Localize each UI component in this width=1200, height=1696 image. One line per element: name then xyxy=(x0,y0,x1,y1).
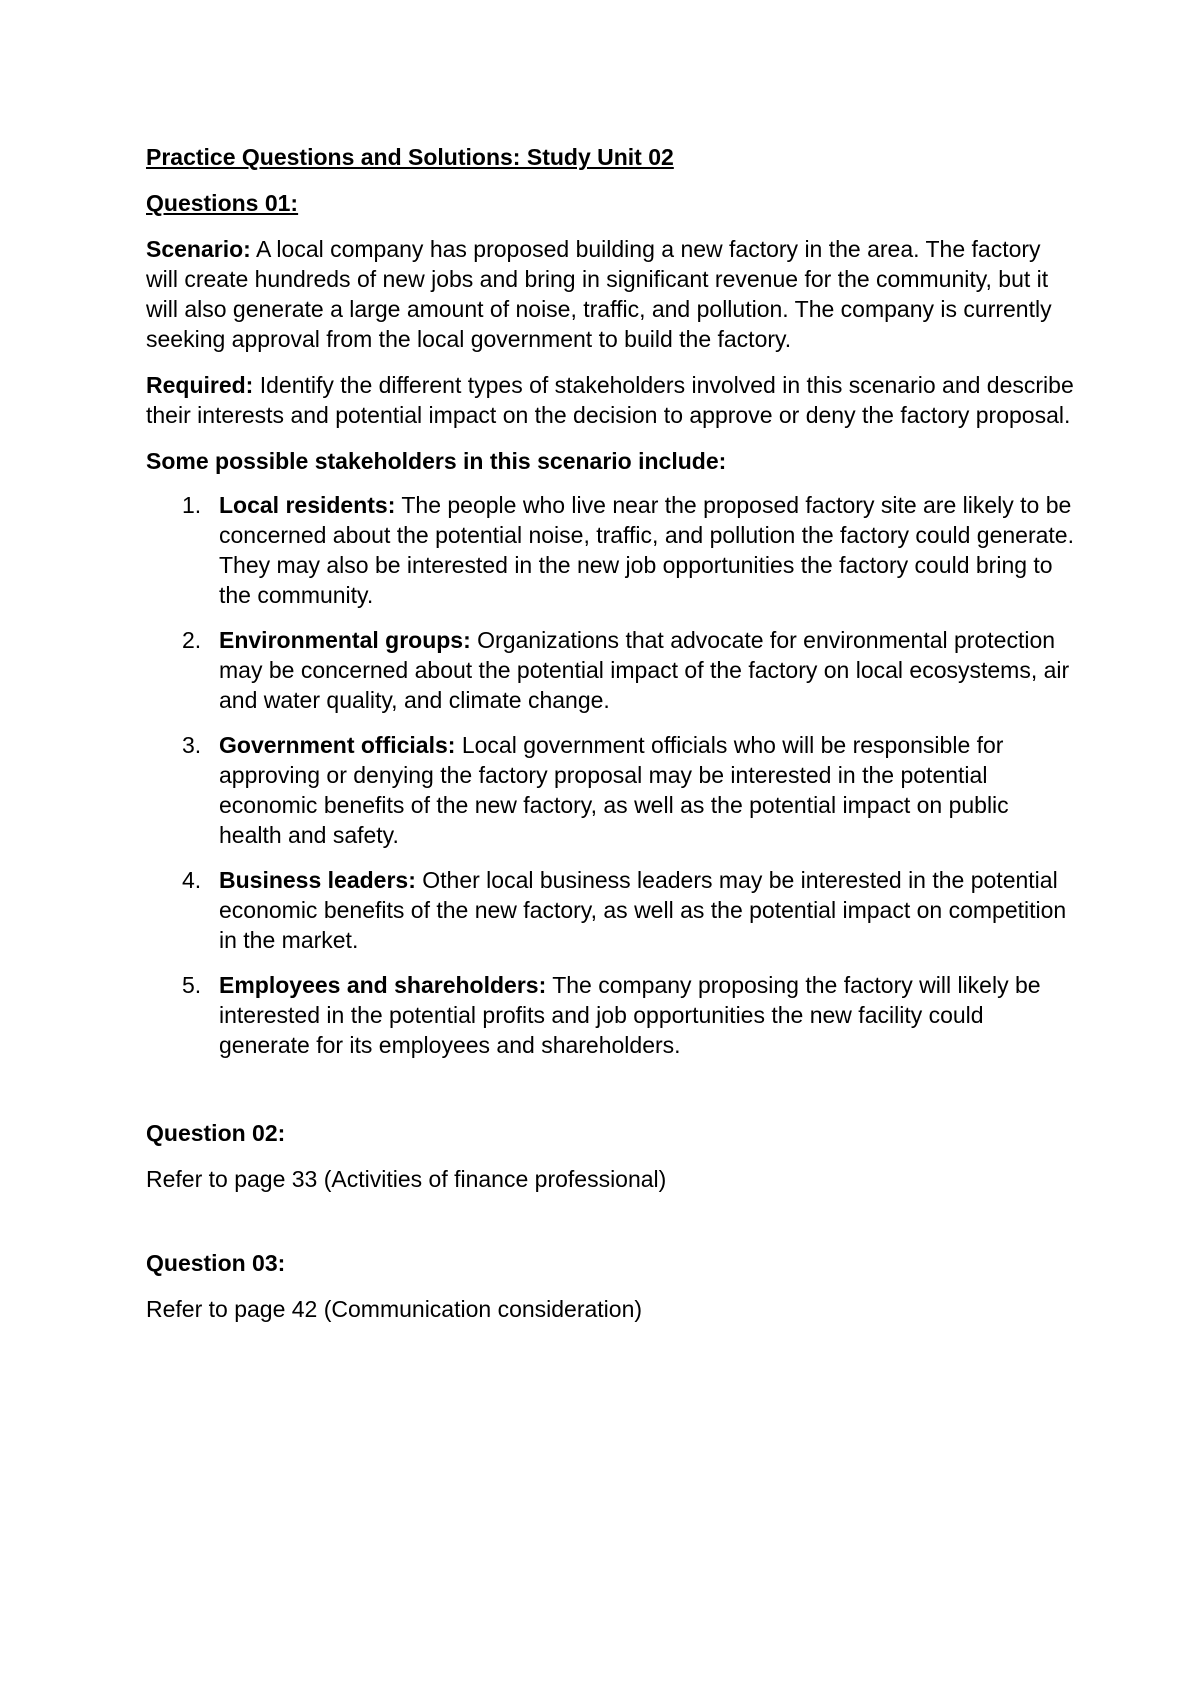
required-text: Identify the different types of stakeholders involved in this scenario and describe their interests and potential impact on the decision to approve or deny the factory proposal. xyxy=(146,372,1074,428)
document-page xyxy=(146,142,1076,1324)
scenario-paragraph xyxy=(146,234,1076,354)
list-item-label: Government officials: xyxy=(219,732,456,758)
scenario-label: Scenario: xyxy=(146,236,251,262)
question-03-reference: Refer to page 42 (Communication consideration) xyxy=(146,1296,643,1322)
list-item xyxy=(146,490,1076,610)
scenario-text: A local company has proposed building a new factory in the area. The factory will create hundreds of new jobs and bring in significant revenue for the community, but it will also generate a large amount of noise, traffic, and pollution. The company is currently seeking approval from the local government to build the factory. xyxy=(146,236,1052,352)
required-label: Required: xyxy=(146,372,254,398)
list-item-text: Local government officials who will be responsible for approving or denying the factory proposal may be interested in the potential economic benefits of the new factory, as well as the potential impact on public health and safety. xyxy=(219,732,1009,848)
list-item-number: 3. xyxy=(182,732,202,758)
list-item-text: The people who live near the proposed factory site are likely to be concerned about the potential noise, traffic, and pollution the factory could generate. They may also be interested in the new job opportunities the factory could bring to the community. xyxy=(219,492,1074,608)
list-item xyxy=(146,625,1076,715)
list-item-text: The company proposing the factory will likely be interested in the potential profits and job opportunities the new facility could generate for its employees and shareholders. xyxy=(219,972,1041,1058)
required-paragraph xyxy=(146,370,1076,430)
list-item-label: Employees and shareholders: xyxy=(219,972,547,998)
list-item-number: 2. xyxy=(182,627,202,653)
question-01-heading: Questions 01: xyxy=(146,190,299,216)
list-item-number: 1. xyxy=(182,492,202,518)
list-item-number: 4. xyxy=(182,867,202,893)
list-item-number: 5. xyxy=(182,972,202,998)
list-item xyxy=(146,970,1076,1060)
list-item xyxy=(146,730,1076,850)
list-item-label: Local residents: xyxy=(219,492,396,518)
question-02-heading: Question 02: xyxy=(146,1120,286,1146)
list-item-label: Environmental groups: xyxy=(219,627,471,653)
question-02-reference: Refer to page 33 (Activities of finance professional) xyxy=(146,1166,667,1192)
list-item-text: Other local business leaders may be interested in the potential economic benefits of the new factory, as well as the potential impact on competition in the market. xyxy=(219,867,1067,953)
list-item xyxy=(146,865,1076,955)
stakeholders-intro: Some possible stakeholders in this scenario include: xyxy=(146,448,727,474)
question-03-heading: Question 03: xyxy=(146,1250,286,1276)
document-title: Practice Questions and Solutions: Study Unit 02 xyxy=(146,144,674,170)
list-item-label: Business leaders: xyxy=(219,867,416,893)
stakeholder-list xyxy=(146,490,1076,1060)
list-item-text: Organizations that advocate for environmental protection may be concerned about the potential impact of the factory on local ecosystems, air and water quality, and climate change. xyxy=(219,627,1070,713)
